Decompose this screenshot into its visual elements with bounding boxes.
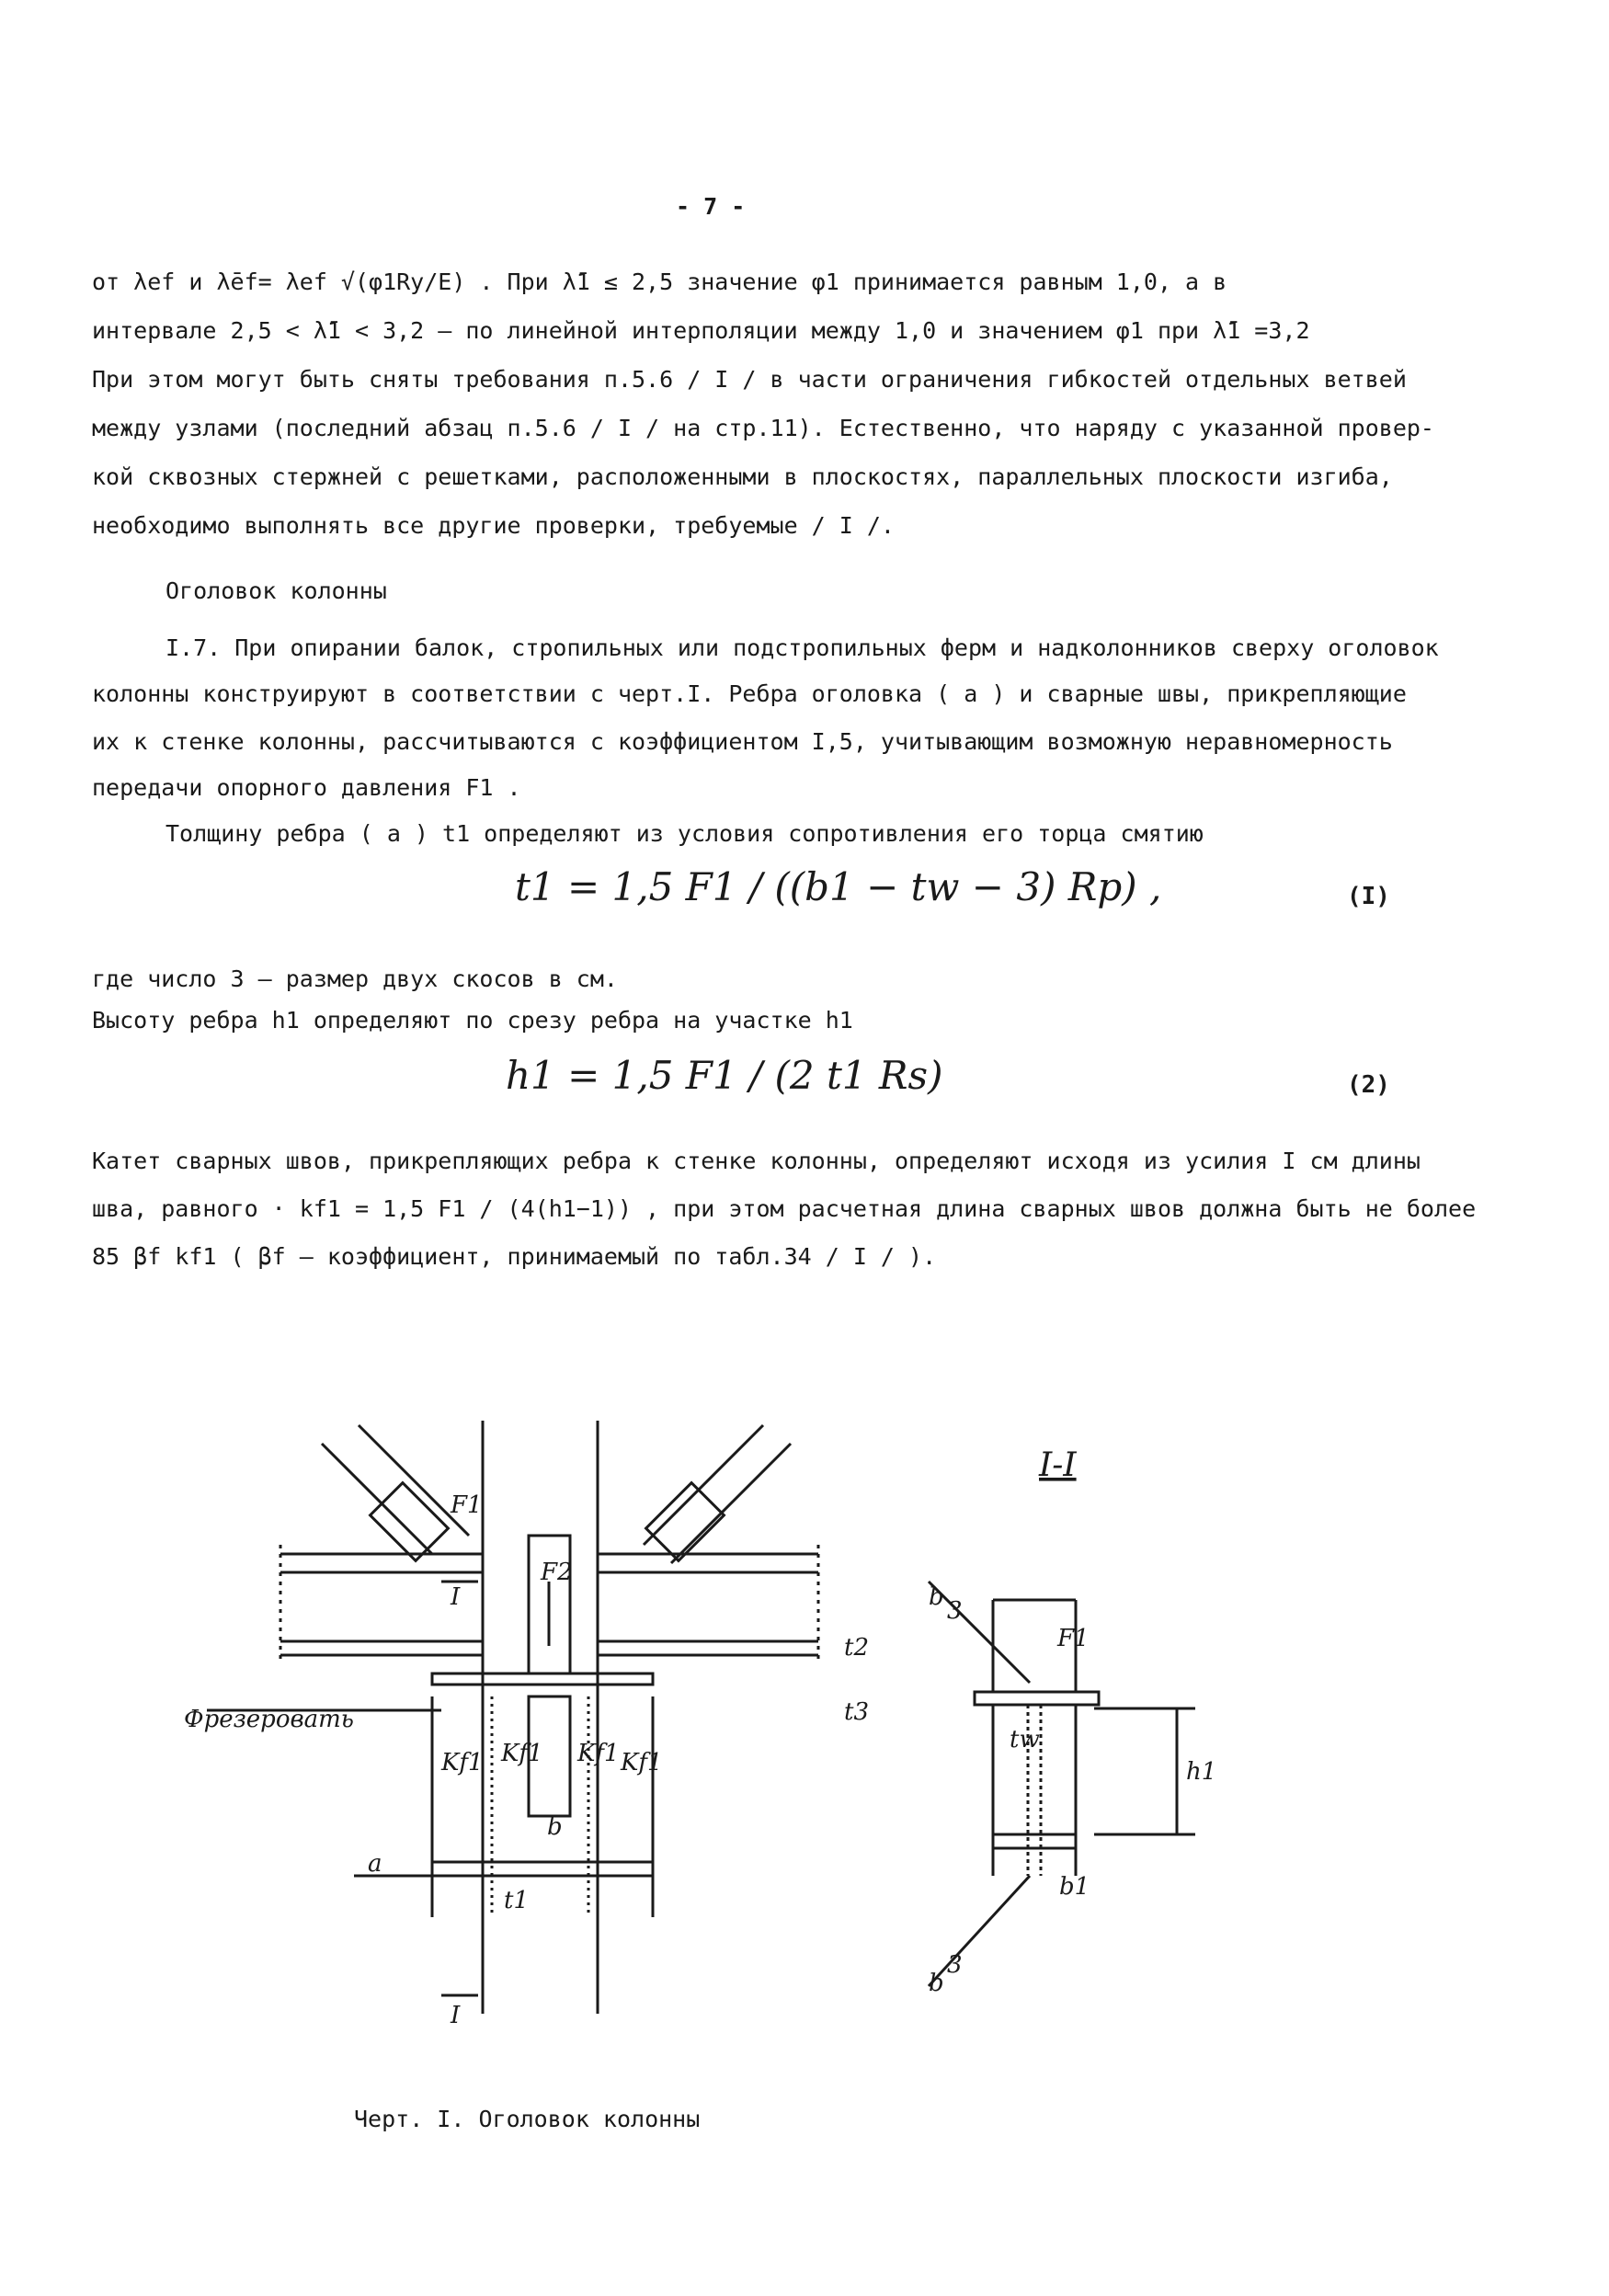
section-label-3-bottom: 3 [947,1951,963,1979]
p1-line1: от λef и λ̄ef= λef √(φ1Ry/E) . При λ̄1 ≤ 2,5 значение φ1 принимается равным 1,0, а в [92,268,1227,295]
label-cut-bottom: I [451,2002,461,2029]
p1-line5: кой сквозных стержней с решетками, расположенными в плоскостях, параллельных плоскости изгиба, [92,463,1393,490]
label-kf1-a: Kf1 [441,1749,484,1776]
formula-2-number: (2) [1347,1071,1390,1099]
label-t2: t2 [844,1634,869,1662]
brace-left [322,1444,432,1554]
formula-1-number: (I) [1347,883,1390,910]
section-label-tw: tw [1010,1726,1040,1753]
label-f1: F1 [451,1491,483,1519]
p1-line6: необходимо выполнять все другие проверки, требуемые / I /. [92,512,895,539]
figure-caption: Черт. I. Оголовок колонны [354,2106,701,2132]
section-title: I-I [1039,1446,1077,1484]
page-number: - 7 - [676,193,746,220]
section-label-b-bottom: b [929,1970,944,1997]
p6-line1: Катет сварных швов, прикрепляющих ребра к стенке колонны, определяют исходя из усилия I см длины [92,1148,1421,1174]
label-t3: t3 [844,1698,869,1726]
p2-line1: I.7. При опирании балок, стропильных или подстропильных ферм и надколонников сверху оголовок [165,634,1439,661]
p2-line3: их к стенке колонны, рассчитываются с коэффициентом I,5, учитывающим возможную неравномерность [92,728,1393,755]
brace-right [644,1425,763,1545]
p3: Толщину ребра ( a ) t1 определяют из условия сопротивления его торца смятию [165,820,1204,847]
formula-1: t1 = 1,5 F1 / ((b1 − tw − 3) Rp) , [515,864,1162,909]
section-label-f1: F1 [1057,1625,1090,1652]
p2-line2: колонны конструируют в соответствии с черт.I. Ребра оголовка ( a ) и сварные швы, прикрепляющие [92,680,1407,707]
p1-line2: интервале 2,5 < λ̄1 < 3,2 – по линейной интерполяции между 1,0 и значением φ1 при λ̄1 =3,2 [92,317,1310,344]
label-f2: F2 [541,1559,573,1586]
label-cut: I [451,1583,461,1611]
label-kf1-c: Kf1 [577,1740,620,1767]
p2-line4: передачи опорного давления F1 . [92,774,521,801]
label-b: b [547,1813,563,1841]
label-kf1-d: Kf1 [621,1749,663,1776]
section-label-3-top: 3 [947,1597,963,1625]
section-label-h1: h1 [1186,1758,1217,1786]
p4: где число 3 – размер двух скосов в см. [92,965,618,992]
label-t1: t1 [504,1887,529,1914]
p1-line4: между узлами (последний абзац п.5.6 / I / на стр.11). Естественно, что наряду с указанной провер- [92,415,1434,441]
formula-2: h1 = 1,5 F1 / (2 t1 Rs) [506,1053,943,1098]
label-frezerovat: Фрезеровать [184,1706,354,1733]
p1-line3: При этом могут быть сняты требования п.5.6 / I / в части ограничения гибкостей отдельных ветвей [92,366,1407,393]
section-label-b-top: b [929,1583,944,1611]
p5: Высоту ребра h1 определяют по срезу ребра на участке h1 [92,1007,853,1034]
label-kf1-b: Kf1 [501,1740,543,1767]
p6-line2: шва, равного · kf1 = 1,5 F1 / (4(h1−1)) , при этом расчетная длина сварных швов должна быть не более [92,1195,1477,1222]
section-heading: Оголовок колонны [165,577,387,604]
cap-plate [432,1673,653,1685]
label-a: a [368,1850,382,1878]
p6-line3: 85 βf kf1 ( βf – коэффициент, принимаемый по табл.34 / I / ). [92,1243,937,1270]
section-label-b1: b1 [1059,1873,1090,1901]
